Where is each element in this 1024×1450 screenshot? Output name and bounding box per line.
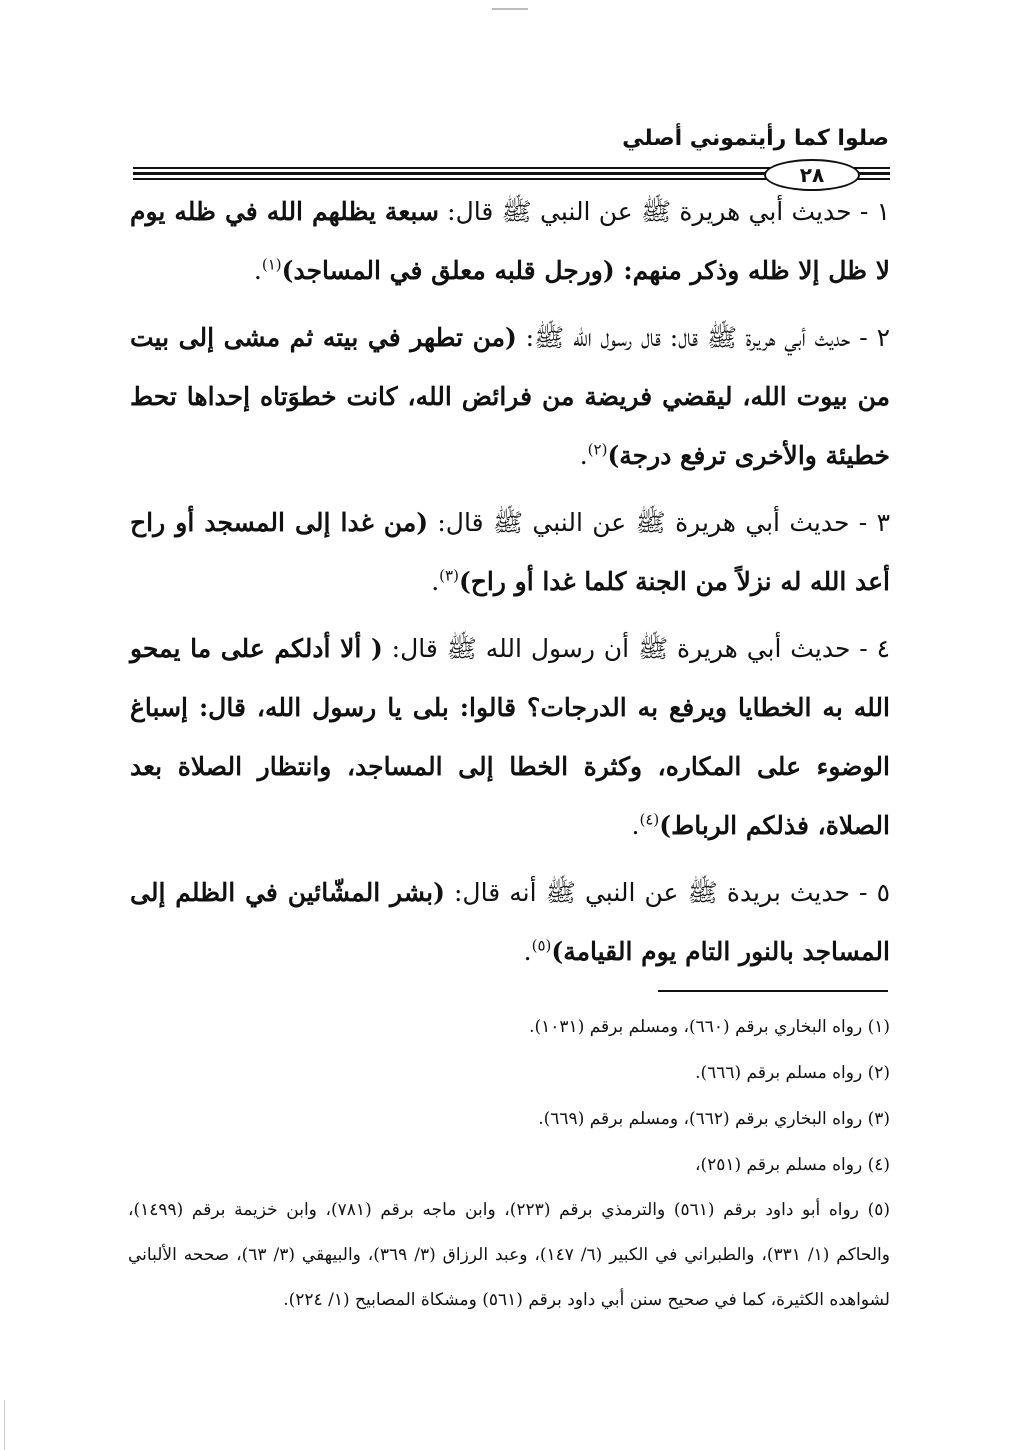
page-top-mark (492, 8, 528, 10)
hadith-text: ( ألا أدلكم على ما يمحو الله به الخطايا ويرفع به الدرجات؟ قالوا: بلى يا رسول الله، قال: إسباغ الوضوء على المكاره، وكثرة الخطا إلى المساجد، وانتظار الصلاة بعد الصلاة، فذلكم الرباط) (130, 634, 890, 840)
footnote-1: (١) رواه البخاري برقم (٦٦٠)، ومسلم برقم (١٠٣١). (529, 1017, 890, 1037)
footnote-ref[interactable]: (١) (261, 255, 282, 274)
hadith-list (130, 182, 890, 989)
page-number: ٢٨ (764, 159, 860, 191)
hadith-intro: ٣ - حديث أبي هريرة ﷺ عن النبي ﷺ قال: (428, 508, 890, 537)
page-edge-mark (4, 1400, 5, 1450)
sentence-end: . (431, 567, 440, 596)
hadith-text: (بشر المشّائين في الظلم إلى المساجد بالنور التام يوم القيامة) (130, 878, 890, 966)
sentence-end: . (579, 441, 588, 470)
hadith-intro: ٥ - حديث بريدة ﷺ عن النبي ﷺ أنه قال: (444, 878, 891, 907)
sentence-end: . (253, 256, 262, 285)
footnote-4: (٤) رواه مسلم برقم (٢٥١)، (694, 1155, 890, 1175)
footnote-ref[interactable]: (٥) (531, 936, 552, 955)
sentence-end: . (631, 811, 640, 840)
footnote-2: (٢) رواه مسلم برقم (٦٦٦). (695, 1063, 890, 1083)
hadith-5 (130, 863, 890, 981)
running-title: صلوا كما رأيتموني أصلي (622, 126, 889, 151)
footnote-3: (٣) رواه البخاري برقم (٦٦٢)، ومسلم برقم (٦٦٩). (538, 1109, 890, 1129)
hadith-2 (130, 308, 890, 485)
footnote-ref[interactable]: (٣) (439, 566, 459, 585)
hadith-4 (130, 619, 890, 855)
footnote-5: (٥) رواه أبو داود برقم (٥٦١) والترمذي برقم (٢٢٣)، وابن ماجه برقم (٧٨١)، وابن خزيمة برقم (١٤٩٩)، والحاكم (١/ ٣٣١)، والطبراني في الكبير (٦/ ١٤٧)، وعبد الرزاق (٣/ ٣٦٩)، والبيهقي (٣/ ٦٣)، صححه الألباني لشواهده الكثيرة، كما في صحيح سنن أبي داود برقم (٥٦١) ومشكاة المصابيح (١/ ٢٢٤). (128, 1200, 890, 1310)
footnote-ref[interactable]: (٤) (639, 810, 660, 829)
footnotes (128, 1004, 890, 1323)
hadith-text: (من تطهر في بيته ثم مشى إلى بيت من بيوت الله، ليقضي فريضة من فرائض الله، كانت خطوَتاه إحداها تحط خطيئة والأخرى ترفع درجة) (130, 323, 890, 470)
hadith-text: سبعة يظلهم الله في ظله يوم لا ظل إلا ظله وذكر منهم: (ورجل قلبه معلق في المساجد) (130, 197, 890, 285)
hadith-intro: ١ - حديث أبي هريرة ﷺ عن النبي ﷺ قال: (438, 197, 890, 226)
sentence-end: . (523, 937, 532, 966)
hadith-intro: ٢ - حديث أبي هريرة ﷺ قال: قال رسول الله ﷺ: (516, 323, 890, 352)
footnote-separator (658, 990, 888, 992)
hadith-intro: ٤ - حديث أبي هريرة ﷺ أن رسول الله ﷺ قال: (382, 634, 890, 663)
hadith-3 (130, 493, 890, 611)
hadith-text: (من غدا إلى المسجد أو راح أعد الله له نزلاً من الجنة كلما غدا أو راح) (130, 508, 890, 596)
hadith-1 (130, 182, 890, 300)
footnote-ref[interactable]: (٢) (587, 440, 608, 459)
